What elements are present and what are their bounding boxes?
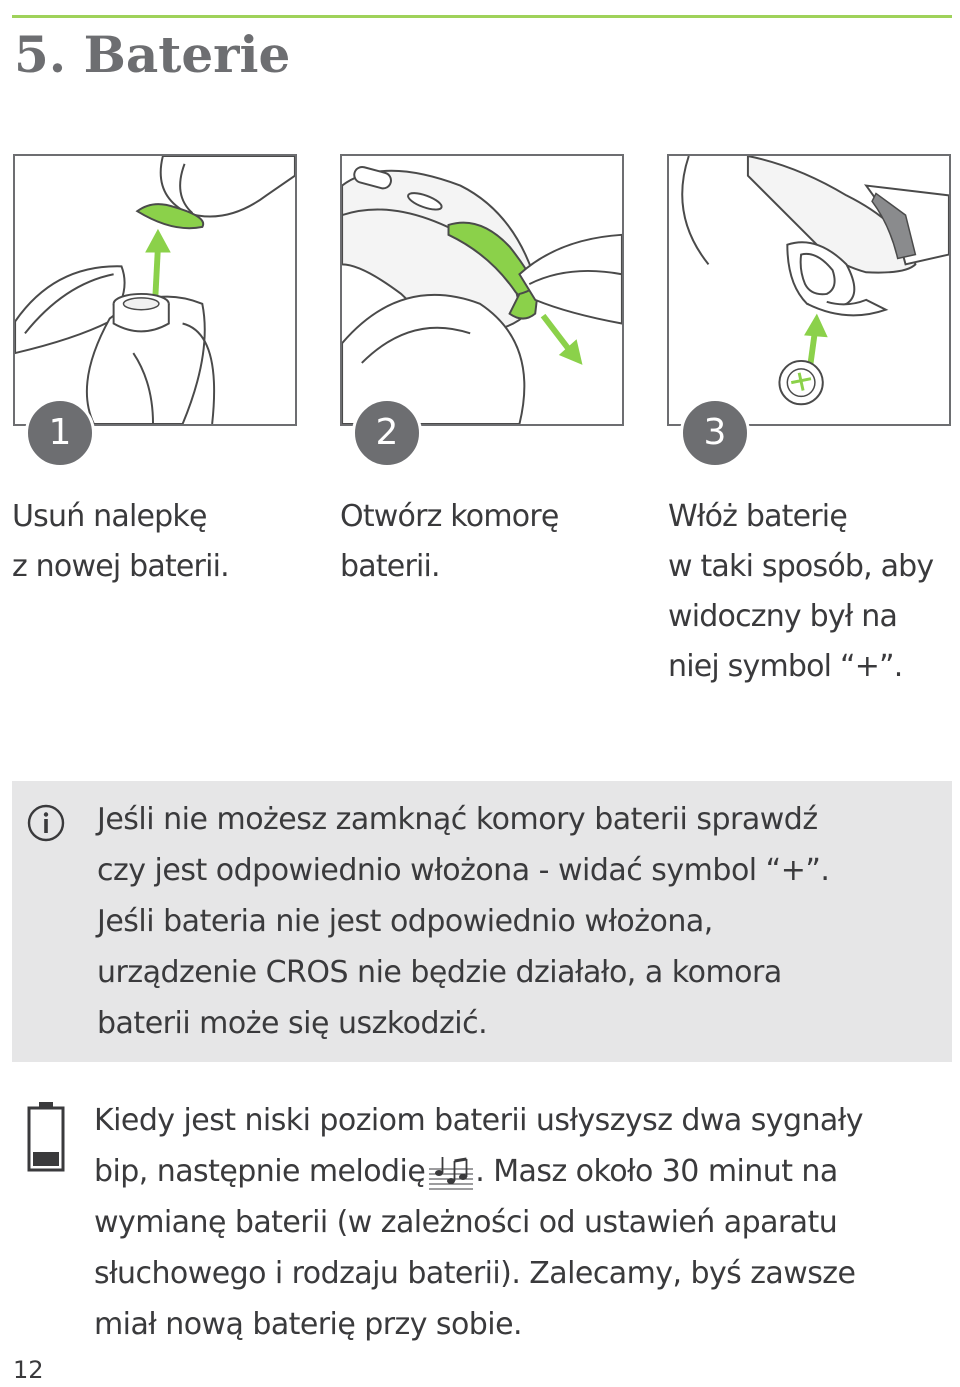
info-icon [26, 803, 66, 843]
open-battery-door-illustration [342, 156, 622, 424]
battery-warning-line [94, 1146, 954, 1197]
battery-warning-line: miał nową baterię przy sobie. [94, 1307, 522, 1342]
info-note-text [97, 794, 937, 1049]
battery-warning-fragment: . Masz około 30 minut na [475, 1154, 838, 1189]
step-3-illustration [667, 154, 951, 426]
step-3-caption-line: w taki sposób, aby [668, 549, 934, 584]
step-1-caption-line: Usuń nalepkę [12, 499, 207, 534]
info-note-line: czy jest odpowiednio włożona - widać symbol “+”. [97, 853, 830, 888]
step-3-caption [668, 492, 958, 692]
battery-warning-line: wymianę baterii (w zależności od ustawień aparatu [94, 1205, 838, 1240]
info-note-line: Jeśli nie możesz zamknąć komory baterii sprawdź [97, 802, 818, 837]
step-2-caption-line: Otwórz komorę [340, 499, 559, 534]
battery-warning-line: słuchowego i rodzaju baterii). Zalecamy, byś zawsze [94, 1256, 856, 1291]
step-1-badge: 1 [25, 398, 95, 468]
melody-notes-icon [425, 1151, 475, 1191]
step-1-caption [12, 492, 302, 592]
battery-low-icon [26, 1100, 66, 1174]
battery-warning-line: Kiedy jest niski poziom baterii usłyszysz dwa sygnały [94, 1103, 863, 1138]
step-2-caption [340, 492, 630, 592]
step-2-badge: 2 [352, 398, 422, 468]
info-note-line: Jeśli bateria nie jest odpowiednio włożona, [97, 904, 713, 939]
battery-warning-text [94, 1095, 954, 1350]
info-note-line: urządzenie CROS nie będzie działało, a komora [97, 955, 782, 990]
remove-sticker-illustration [15, 156, 295, 424]
battery-warning-fragment: bip, następnie melodię [94, 1154, 426, 1189]
step-2-caption-line: baterii. [340, 549, 440, 584]
step-2-illustration [340, 154, 624, 426]
insert-battery-illustration [669, 156, 949, 424]
page-title: 5. Baterie [14, 25, 291, 84]
page-number: 12 [13, 1356, 44, 1384]
step-3-caption-line: Włóż baterię [668, 499, 847, 534]
step-3-caption-line: widoczny był na [668, 599, 898, 634]
info-note-line: baterii może się uszkodzić. [97, 1006, 488, 1041]
step-1-illustration [13, 154, 297, 426]
step-1-caption-line: z nowej baterii. [12, 549, 229, 584]
top-divider [12, 15, 952, 18]
step-3-badge: 3 [680, 398, 750, 468]
step-3-caption-line: niej symbol “+”. [668, 649, 903, 684]
